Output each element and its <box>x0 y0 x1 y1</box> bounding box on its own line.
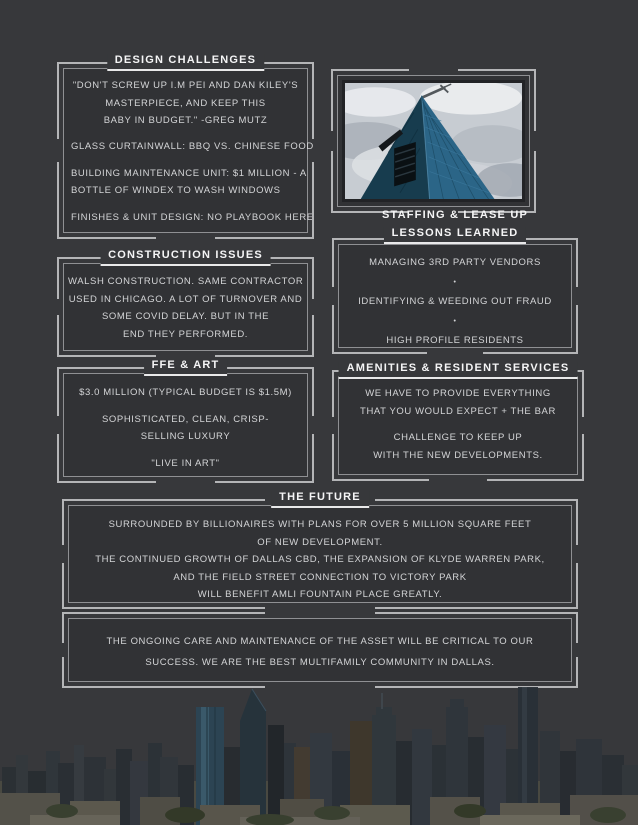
tower-photo <box>342 80 525 202</box>
text-line <box>68 402 303 411</box>
text-line: SELLING LUXURY <box>140 431 231 442</box>
text-line: IDENTIFYING & WEEDING OUT FRAUD <box>358 296 552 307</box>
text-line: WALSH CONSTRUCTION. SAME CONTRACTOR <box>68 276 304 287</box>
staffing-title-line1: STAFFING & LEASE UP <box>381 209 529 221</box>
fountain-place-tower-photo <box>345 83 522 199</box>
amenities-title: AMENITIES & RESIDENT SERVICES <box>339 362 578 379</box>
closing-statement-text <box>69 619 571 673</box>
text-line: MASTERPIECE, AND KEEP THIS <box>105 97 266 109</box>
text-line: BUILDING MAINTENANCE UNIT: $1 MILLION - A <box>71 167 307 179</box>
dallas-skyline-graphic <box>0 685 638 825</box>
staffing-lessons-text <box>339 245 571 351</box>
text-line: "LIVE IN ART" <box>151 457 220 469</box>
ffe-art-box <box>63 359 308 477</box>
text-line: END THEY PERFORMED. <box>122 328 249 340</box>
construction-issues-text <box>64 264 307 343</box>
text-line <box>71 200 300 209</box>
text-line: THE CONTINUED GROWTH OF DALLAS CBD, THE EXPANSION OF KLYDE WARREN PARK, <box>95 554 545 565</box>
amenities-text <box>339 377 577 464</box>
text-line <box>71 156 300 165</box>
text-line: THAT YOU WOULD EXPECT + THE BAR <box>360 405 556 417</box>
text-line: SURROUNDED BY BILLIONAIRES WITH PLANS FOR OVER 5 MILLION SQUARE FEET <box>108 519 532 530</box>
staffing-title-line2: LESSONS LEARNED <box>384 227 527 244</box>
design-quote-text <box>64 69 307 130</box>
text-line: SOPHISTICATED, CLEAN, CRISP- <box>101 413 270 425</box>
text-line <box>68 446 303 455</box>
text-line: HIGH PROFILE RESIDENTS <box>386 335 524 346</box>
text-line: $3.0 MILLION (TYPICAL BUDGET IS $1.5M) <box>79 387 292 398</box>
text-line: OF NEW DEVELOPMENT. <box>257 536 383 548</box>
closing-statement-box <box>68 618 572 682</box>
design-challenges-title: DESIGN CHALLENGES <box>107 54 264 71</box>
text-line: WE HAVE TO PROVIDE EVERYTHING <box>365 388 551 399</box>
ffe-art-title: FFE & ART <box>144 359 228 376</box>
text-line <box>343 420 573 429</box>
ffe-art-text <box>64 374 307 472</box>
text-line: BABY IN BUDGET." -GREG MUTZ <box>103 115 268 126</box>
text-line: "DON'T SCREW UP I.M PEI AND DAN KILEY'S <box>72 80 299 91</box>
text-line: SUCCESS. WE ARE THE BEST MULTIFAMILY COMMUNITY IN DALLAS. <box>145 657 495 668</box>
design-items-text <box>64 129 314 226</box>
text-line: FINISHES & UNIT DESIGN: NO PLAYBOOK HERE <box>71 211 314 223</box>
text-line: AND THE FIELD STREET CONNECTION TO VICTORY PARK <box>173 571 467 583</box>
text-line: MANAGING 3RD PARTY VENDORS <box>369 257 541 268</box>
construction-issues-box <box>63 249 308 351</box>
staffing-lease-up-title <box>382 209 528 244</box>
text-line: CHALLENGE TO KEEP UP <box>393 432 523 443</box>
the-future-text <box>69 506 571 604</box>
text-line: WITH THE NEW DEVELOPMENTS. <box>373 449 543 461</box>
tower-photo-frame <box>337 75 530 207</box>
bullet-separator: • <box>453 278 457 286</box>
dallas-skyline-image <box>0 685 638 825</box>
text-line: USED IN CHICAGO. A LOT OF TURNOVER AND <box>68 293 303 305</box>
bullet-separator: • <box>453 317 457 325</box>
construction-issues-title: CONSTRUCTION ISSUES <box>100 249 271 266</box>
text-line: BOTTLE OF WINDEX TO WASH WINDOWS <box>71 185 281 196</box>
text-line: WILL BENEFIT AMLI FOUNTAIN PLACE GREATLY. <box>197 589 443 600</box>
amenities-resident-services-box <box>338 362 578 475</box>
staffing-lease-up-box <box>338 209 572 348</box>
text-line: SOME COVID DELAY. BUT IN THE <box>101 311 270 322</box>
the-future-box <box>68 491 572 603</box>
the-future-title: THE FUTURE <box>271 491 369 508</box>
text-line: THE ONGOING CARE AND MAINTENANCE OF THE ASSET WILL BE CRITICAL TO OUR <box>106 636 534 647</box>
design-challenges-box <box>63 54 314 233</box>
text-line: GLASS CURTAINWALL: BBQ VS. CHINESE FOOD <box>71 141 314 152</box>
